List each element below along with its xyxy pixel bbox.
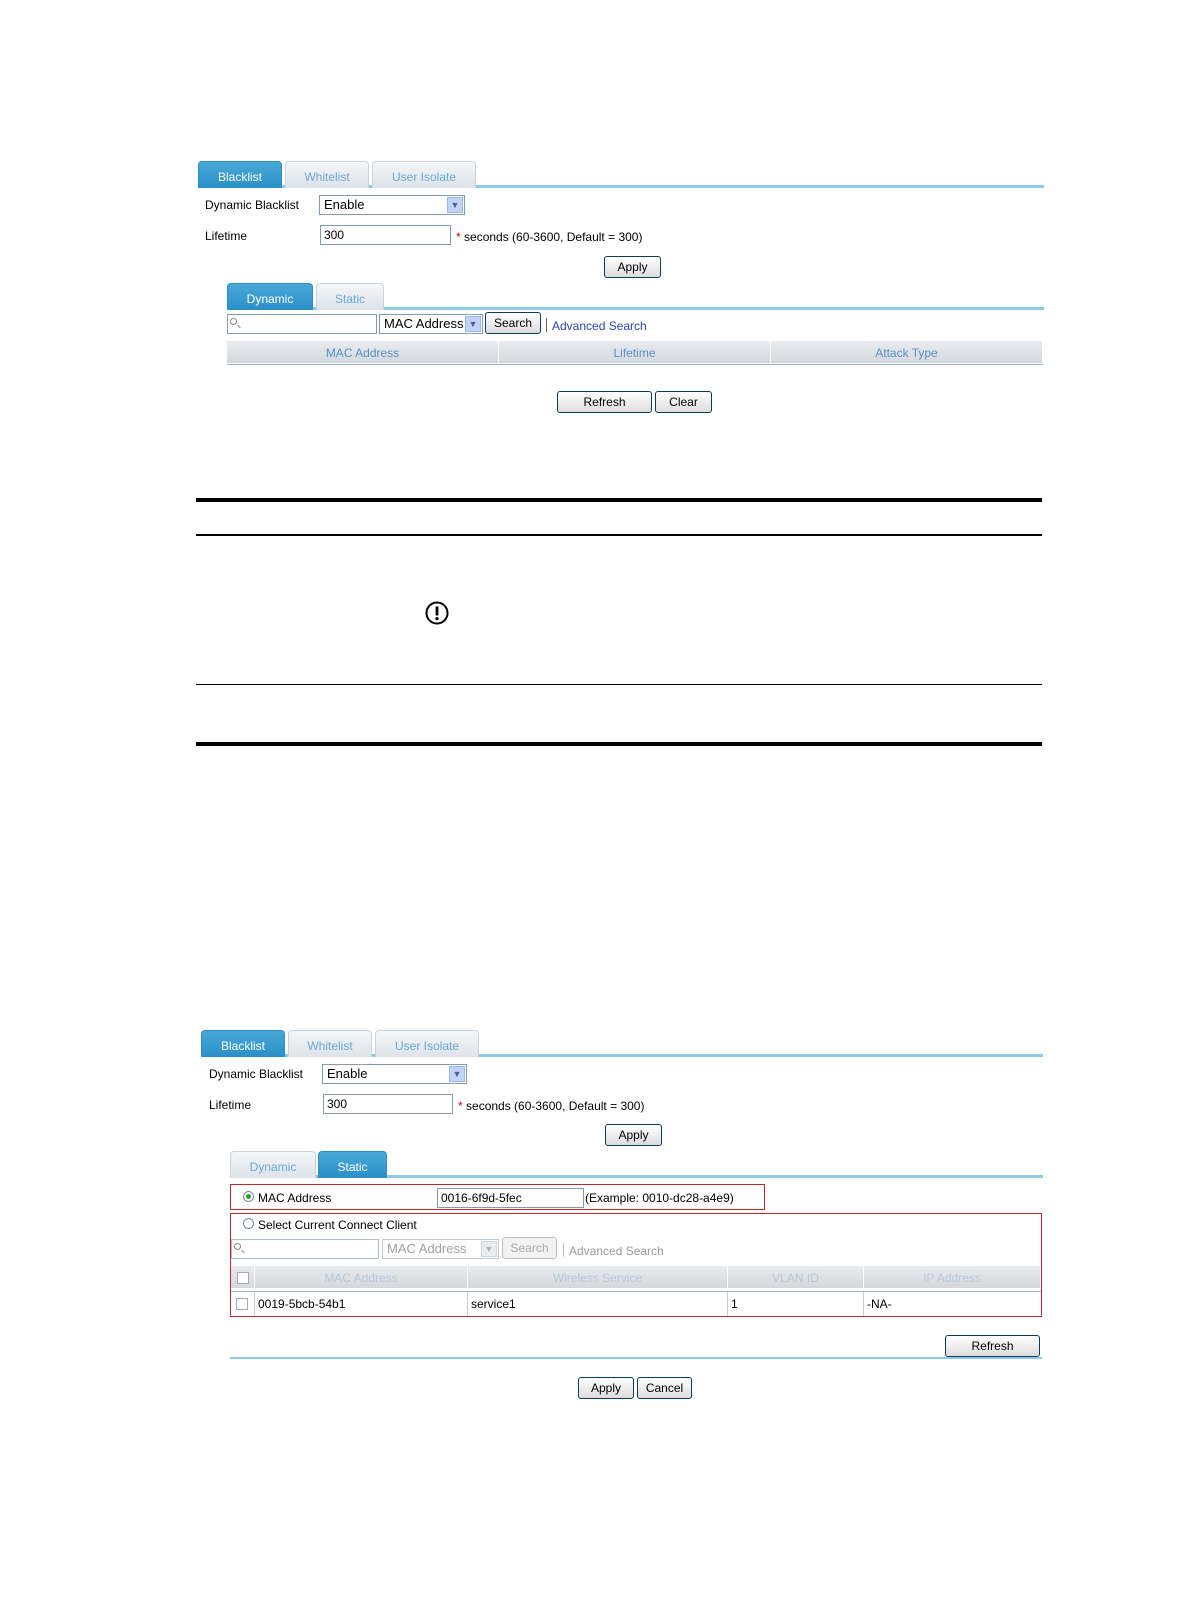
column-header[interactable]: Attack Type <box>771 341 1043 363</box>
column-header[interactable]: MAC Address <box>227 341 499 363</box>
client-option-label: Select Current Connect Client <box>258 1218 417 1232</box>
tab-dynamic[interactable]: Dynamic <box>227 283 313 310</box>
main-tabbar <box>201 1029 1043 1057</box>
notice-rule <box>196 534 1042 536</box>
column-header[interactable]: VLAN ID <box>728 1266 864 1288</box>
lifetime-label: Lifetime <box>205 229 248 243</box>
main-tabbar <box>198 160 1044 188</box>
client-table <box>231 1266 1041 1316</box>
tab-user-isolate[interactable]: User Isolate <box>372 161 476 188</box>
chevron-down-icon: ▼ <box>447 197 463 213</box>
lifetime-hint-text: seconds (60-3600, Default = 300) <box>466 1099 645 1113</box>
lifetime-input[interactable]: 300 <box>323 1094 453 1114</box>
search-input[interactable] <box>231 1239 379 1259</box>
search-input[interactable] <box>227 314 377 334</box>
row-vlan-id: 1 <box>728 1292 864 1316</box>
row-select-cell <box>231 1292 255 1316</box>
chevron-down-icon: ▼ <box>481 1241 497 1257</box>
mac-option-label: MAC Address <box>258 1191 332 1205</box>
search-button[interactable]: Search <box>502 1237 557 1259</box>
refresh-button[interactable]: Refresh <box>557 391 652 413</box>
lifetime-hint-text: seconds (60-3600, Default = 300) <box>464 230 643 244</box>
cancel-button[interactable]: Cancel <box>637 1377 692 1399</box>
tab-static[interactable]: Static <box>316 283 384 310</box>
tab-whitelist[interactable]: Whitelist <box>285 161 369 188</box>
tab-blacklist[interactable]: Blacklist <box>198 161 282 188</box>
advanced-search-link[interactable]: Advanced Search <box>569 1244 664 1258</box>
tab-user-isolate[interactable]: User Isolate <box>375 1030 479 1057</box>
clear-button[interactable]: Clear <box>655 391 712 413</box>
lifetime-hint <box>458 1099 644 1113</box>
advanced-search-link[interactable]: Advanced Search <box>552 319 647 333</box>
row-wireless-service: service1 <box>468 1292 728 1316</box>
tab-blacklist[interactable]: Blacklist <box>201 1030 285 1057</box>
notice-bottom-rule <box>196 742 1042 746</box>
required-mark: * <box>458 1099 463 1113</box>
divider <box>546 318 547 332</box>
mac-address-radio[interactable] <box>243 1191 254 1202</box>
important-icon <box>425 601 449 625</box>
apply-button[interactable]: Apply <box>604 256 661 278</box>
chevron-down-icon: ▼ <box>465 316 481 332</box>
lifetime-label: Lifetime <box>209 1098 252 1112</box>
chevron-down-icon: ▼ <box>449 1066 465 1082</box>
mac-example-hint: (Example: 0010-dc28-a4e9) <box>585 1191 734 1205</box>
select-all-header <box>231 1266 255 1288</box>
dynamic-blacklist-select[interactable] <box>322 1064 467 1084</box>
dynamic-table <box>227 341 1043 365</box>
notice-top-rule <box>196 498 1042 502</box>
search-icon <box>234 1243 241 1250</box>
dynamic-blacklist-label: Dynamic Blacklist <box>205 198 300 212</box>
row-checkbox[interactable] <box>236 1298 248 1310</box>
required-mark: * <box>456 230 461 244</box>
search-field-value: MAC Address <box>387 1241 467 1256</box>
dynamic-blacklist-value: Enable <box>327 1066 368 1081</box>
mac-address-input[interactable]: 0016-6f9d-5fec <box>437 1188 584 1208</box>
dynamic-blacklist-value: Enable <box>324 197 365 212</box>
dynamic-blacklist-label: Dynamic Blacklist <box>209 1067 304 1081</box>
connect-client-radio[interactable] <box>243 1218 254 1229</box>
tab-static[interactable]: Static <box>318 1151 387 1178</box>
apply-button[interactable]: Apply <box>605 1124 662 1146</box>
divider <box>563 1243 564 1257</box>
column-header[interactable]: Wireless Service <box>468 1266 728 1288</box>
sub-tabbar <box>230 1150 1043 1178</box>
search-field-select[interactable] <box>379 314 483 334</box>
lifetime-hint <box>456 230 642 244</box>
search-icon <box>230 318 237 325</box>
search-field-select[interactable] <box>382 1239 499 1259</box>
column-header[interactable]: MAC Address <box>255 1266 468 1288</box>
select-all-checkbox[interactable] <box>237 1272 249 1284</box>
column-header[interactable]: Lifetime <box>499 341 771 363</box>
refresh-button[interactable]: Refresh <box>945 1335 1040 1357</box>
tab-dynamic[interactable]: Dynamic <box>230 1151 316 1178</box>
search-field-value: MAC Address <box>384 316 464 331</box>
row-ip-address: -NA- <box>867 1297 892 1311</box>
footer-divider <box>230 1357 1042 1359</box>
lifetime-input[interactable]: 300 <box>320 225 451 245</box>
notice-rule <box>196 684 1042 685</box>
search-button[interactable]: Search <box>485 312 541 334</box>
sub-tabbar <box>227 282 1044 310</box>
table-row[interactable] <box>231 1291 1041 1317</box>
row-mac: 0019-5bcb-54b1 <box>255 1292 468 1316</box>
tab-whitelist[interactable]: Whitelist <box>288 1030 372 1057</box>
apply-button[interactable]: Apply <box>578 1377 634 1399</box>
column-header[interactable]: IP Address <box>864 1266 1041 1288</box>
dynamic-blacklist-select[interactable] <box>319 195 465 215</box>
